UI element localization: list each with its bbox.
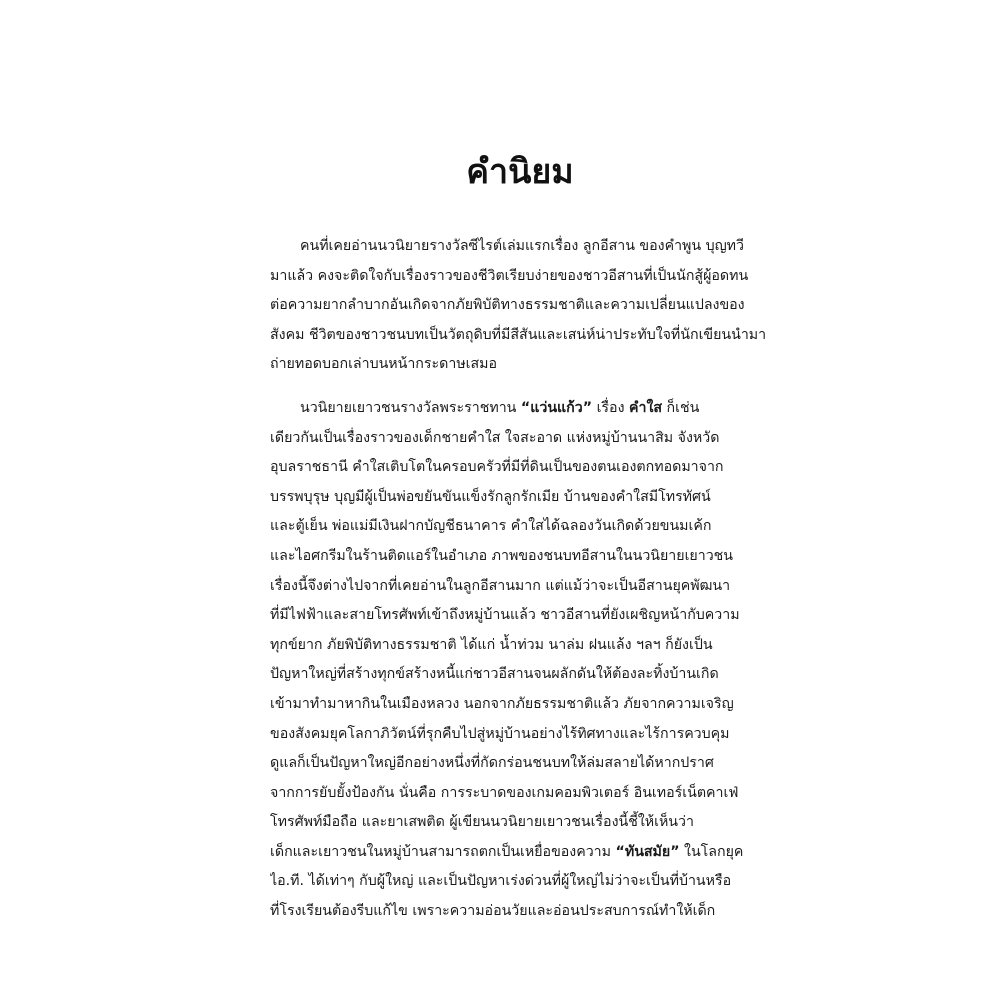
text-line: [270, 262, 770, 292]
text-segment: อุบลราชธานี คำใสเติบโตในครอบครัวที่มีที่ดินเป็นของตนเองตกทอดมาจาก: [270, 459, 724, 476]
text-line: [270, 350, 770, 380]
text-segment: ที่มีไฟฟ้าและสายโทรศัพท์เข้าถึงหมู่บ้านแล้ว ชาวอีสานที่ยังเผชิญหน้ากับความ: [270, 607, 740, 624]
text-line: [270, 720, 770, 750]
text-line: [270, 897, 770, 927]
text-segment: คนที่เคยอ่านนวนิยายรางวัลซีไรต์เล่มแรกเรื่อง ลูกอีสาน ของคำพูน บุญทวี: [300, 238, 745, 254]
text-line: [270, 867, 770, 897]
text-segment: บรรพบุรุษ บุญมีผู้เป็นพ่อขยันขันแข็งรักลูกรักเมีย บ้านของคำใสมีโทรทัศน์: [270, 488, 711, 505]
text-segment: นวนิยายเยาวชนรางวัลพระราชทาน: [300, 399, 521, 416]
text-line: [270, 690, 770, 720]
text-segment: ในโลกยุค: [679, 843, 744, 860]
text-segment: ที่โรงเรียนต้องรีบแก้ไข เพราะความอ่อนวัยและอ่อนประสบการณ์ทำให้เด็ก: [270, 903, 716, 920]
text-segment: เข้ามาทำมาหากินในเมืองหลวง นอกจากภัยธรรมชาติแล้ว ภัยจากความเจริญ: [270, 695, 734, 712]
text-line: [270, 453, 770, 483]
emphasis-text: คำใส: [629, 399, 663, 416]
text-line: [270, 512, 770, 542]
emphasis-text: “ทันสมัย”: [615, 843, 680, 860]
text-segment: โทรศัพท์มือถือ และยาเสพติด ผู้เขียนนวนิยายเยาวชนเรื่องนี้ชี้ให้เห็นว่า: [270, 814, 694, 831]
text-segment: ไอ.ที. ได้เท่าๆ กับผู้ใหญ่ และเป็นปัญหาเร่งด่วนที่ผู้ใหญ่ไม่ว่าจะเป็นที่บ้านหรือ: [270, 873, 732, 890]
text-line: [270, 631, 770, 661]
emphasis-text: “แว่นแก้ว”: [520, 399, 593, 416]
text-line: [270, 232, 770, 262]
text-segment: ต่อความยากลำบากอันเกิดจากภัยพิบัติทางธรรมชาติและความเปลี่ยนแปลงของ: [270, 297, 745, 314]
text-line: [270, 660, 770, 690]
paragraph: [270, 394, 770, 927]
body-text: [270, 232, 770, 927]
text-segment: จากการยับยั้งป้องกัน นั่นคือ การระบาดของเกมคอมพิวเตอร์ อินเทอร์เน็ตคาเฟ่: [270, 784, 739, 801]
text-line: [270, 291, 770, 321]
text-segment: ดูแลก็เป็นปัญหาใหญ่อีกอย่างหนึ่งที่กัดกร่อนชนบทให้ล่มสลายได้หากปราศ: [270, 755, 714, 772]
text-segment: สังคม ชีวิตของชาวชนบทเป็นวัตถุดิบที่มีสีสันและเสน่ห์น่าประทับใจที่นักเขียนนำมา: [270, 326, 767, 343]
text-line: [270, 424, 770, 454]
text-line: [270, 394, 770, 424]
text-segment: และตู้เย็น พ่อแม่มีเงินฝากบัญชีธนาคาร คำใสได้ฉลองวันเกิดด้วยขนมเค้ก: [270, 518, 712, 535]
text-line: [270, 542, 770, 572]
text-line: [270, 483, 770, 513]
text-segment: เดียวกันเป็นเรื่องราวของเด็กชายคำใส ใจสะอาด แห่งหมู่บ้านนาสิม จังหวัด: [270, 429, 720, 446]
text-segment: ของสังคมยุคโลกาภิวัตน์ที่รุกคืบไปสู่หมู่บ้านอย่างไร้ทิศทางและไร้การควบคุม: [270, 725, 730, 742]
text-segment: เด็กและเยาวชนในหมู่บ้านสามารถตกเป็นเหยื่อของความ: [270, 843, 616, 860]
text-line: [270, 838, 770, 868]
text-line: [270, 601, 770, 631]
text-segment: ทุกข์ยาก ภัยพิบัติทางธรรมชาติ ได้แก่ น้ำท่วม นาล่ม ฝนแล้ง ฯลฯ ก็ยังเป็น: [270, 636, 713, 653]
text-segment: ก็เช่น: [662, 399, 700, 416]
text-segment: มาแล้ว คงจะติดใจกับเรื่องราวของชีวิตเรียบง่ายของชาวอีสานที่เป็นนักสู้ผู้อดทน: [270, 267, 749, 284]
text-line: [270, 572, 770, 602]
book-page: [270, 150, 770, 941]
text-segment: ปัญหาใหญ่ที่สร้างทุกข์สร้างหนี้แก่ชาวอีสานจนผลักดันให้ต้องละทิ้งบ้านเกิด: [270, 666, 719, 683]
text-line: [270, 808, 770, 838]
text-segment: เรื่อง: [592, 399, 629, 416]
text-line: [270, 749, 770, 779]
text-line: [270, 321, 770, 351]
text-segment: เรื่องนี้จึงต่างไปจากที่เคยอ่านในลูกอีสานมาก แต่แม้ว่าจะเป็นอีสานยุคพัฒนา: [270, 577, 731, 594]
page-title: คำนิยม: [466, 152, 574, 192]
text-line: [270, 779, 770, 809]
paragraph: [270, 232, 770, 380]
text-segment: ถ่ายทอดบอกเล่าบนหน้ากระดาษเสมอ: [270, 356, 498, 373]
text-segment: และไอศกรีมในร้านติดแอร์ในอำเภอ ภาพของชนบทอีสานในนวนิยายเยาวชน: [270, 547, 734, 564]
